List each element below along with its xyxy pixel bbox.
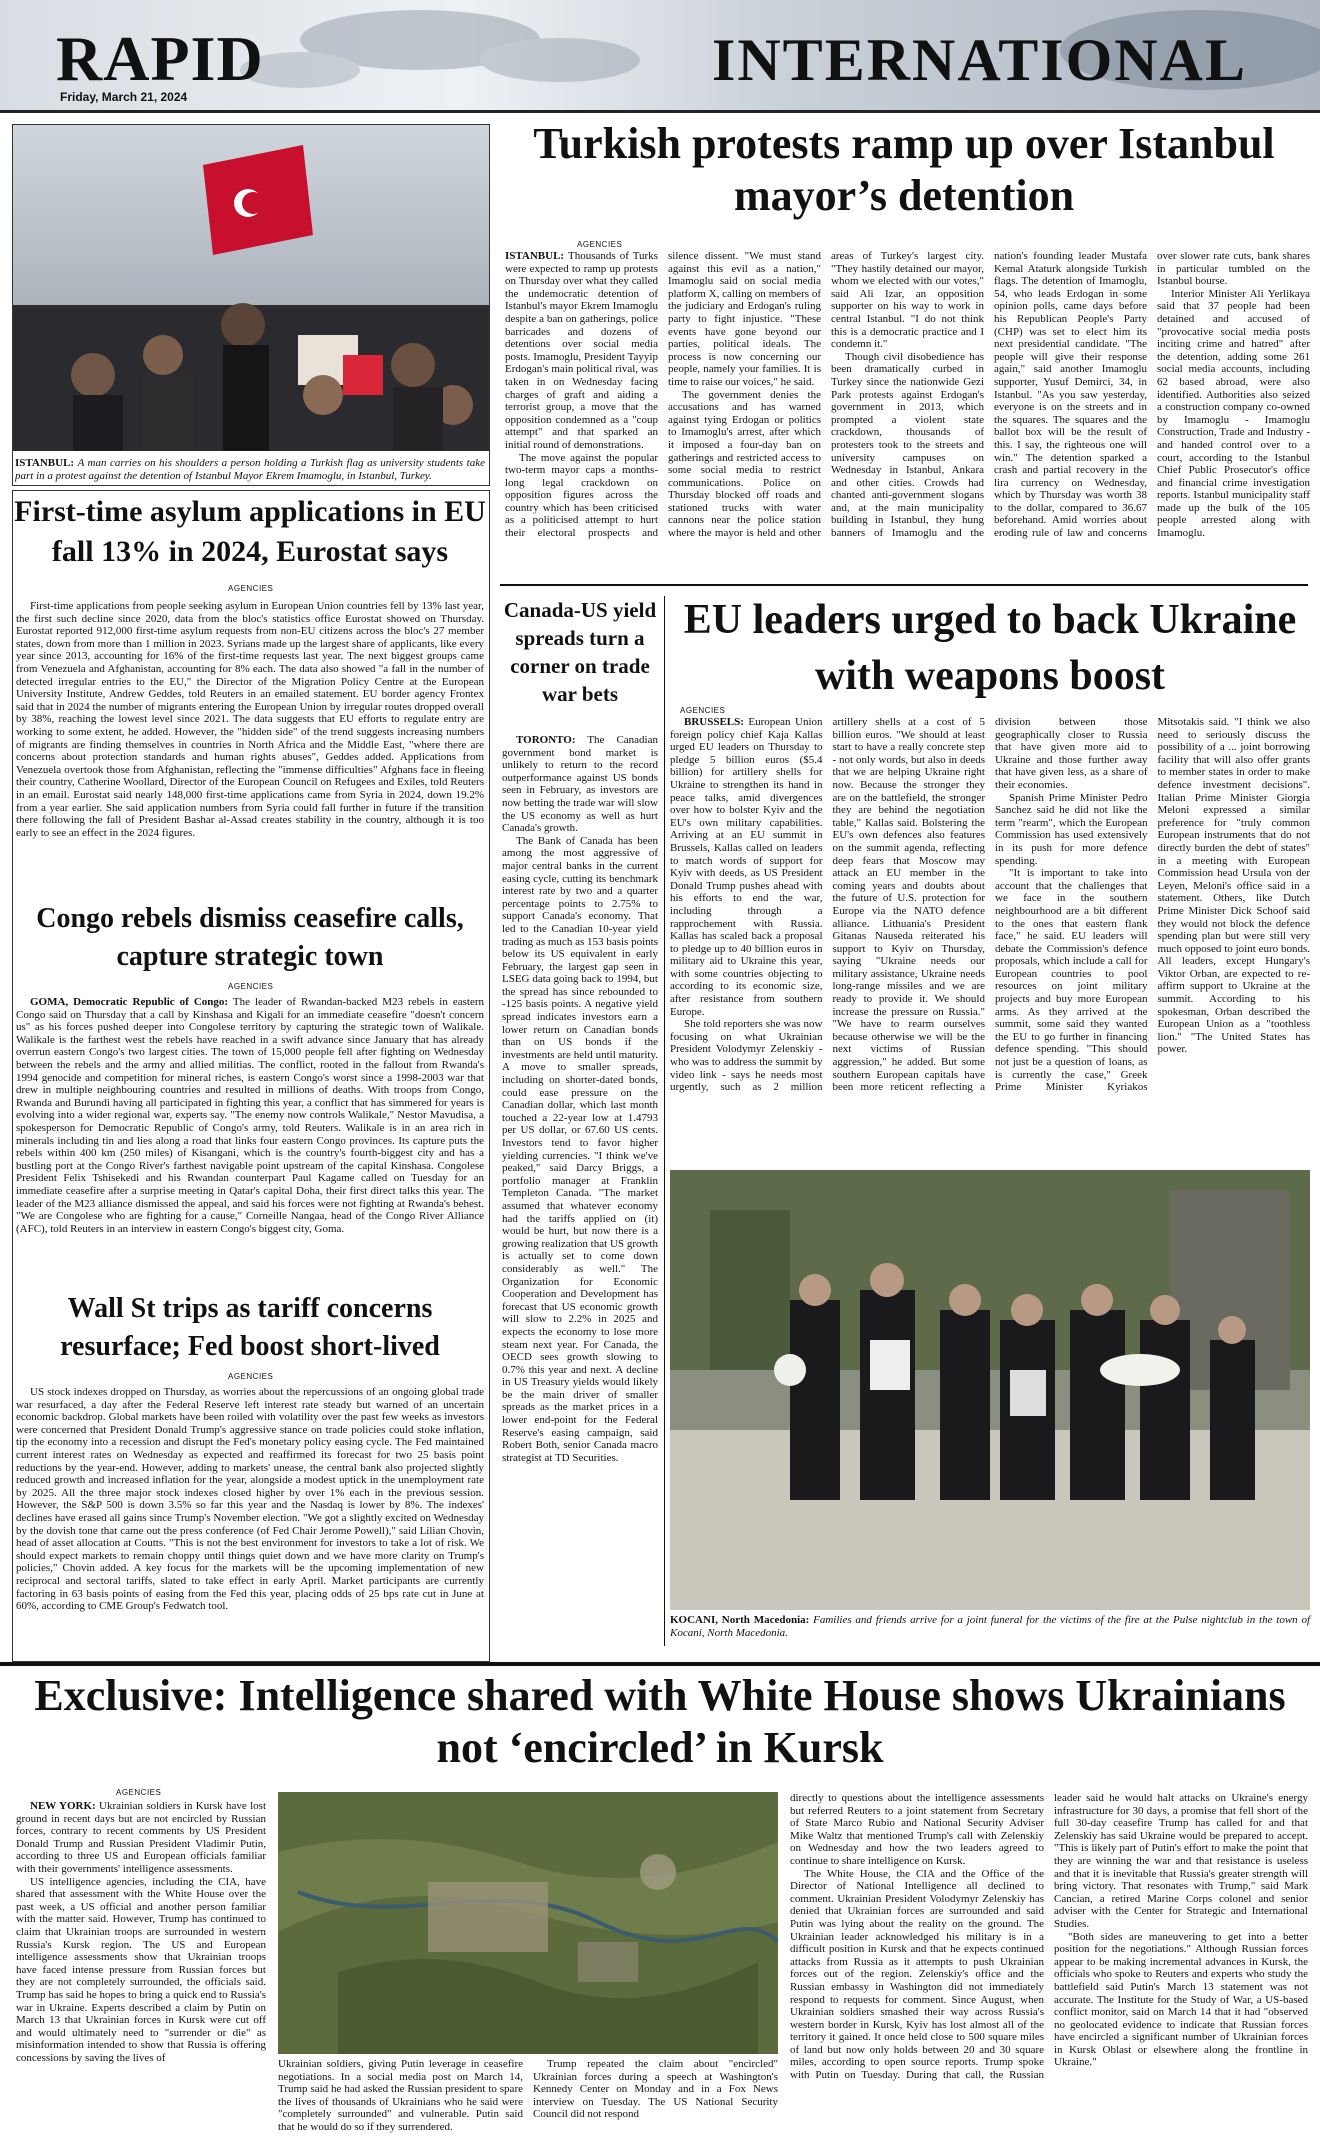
paragraph: The leader of Rwandan-backed M23 rebels in eastern Congo said on Thursday that a call by Kinshasa and Kigali for an immediate ceasefire "doesn't concern us" as his forces pushed deeper into Congolese territory by capturing the strategic town of Walikale. Walikale is the farthest west the rebels have reached in a swift advance since January that has already overrun eastern Congo's two largest cities. The town of 15,000 people fell after fighting on Wednesday between the rebels and the army and allied militias. The conflict, rooted in the fallout from Rwanda's 1994 genocide and competition for mineral riches, is eastern Congo's worst since a 1998-2003 war that drew in multiple neighbouring countries and resulted in millions of deaths. With troops from Congo, Rwanda and Burundi having all participated in fighting this year, a conflict that has simmered for years is evolving into a wider regional war, experts say. "The enemy now controls Walikale," Nestor Mavudisa, a spokesperson for Democratic Republic of Congo's army, told Reuters. Walikale is in an area rich in minerals including tin and lies along a road that links four eastern Congo provinces. Its capture puts the rebels within 400 km (250 miles) of Kisangani, which is the country's fourth-biggest city and has a bustling port at the Congo River's farthest navigable point upstream of the capital Kinshasa. Congolese President Felix Tshisekedi and his Rwandan counterpart Paul Kagame called on Tuesday for an immediate ceasefire after a surprise meeting in Qatar's capital Doha, their first direct talks this year. The leader of the M23 alliance dismissed the appeal, and said his forces were not fighting at Rwanda's behest. "We are Congolese who are fighting for a cause," Corneille Nangaa, head of the Congo River Alliance (AFC), told Reuters in an interview in eastern Congo's biggest city, Goma.: [16, 996, 484, 1235]
kursk-headline: Exclusive: Intelligence shared with White House shows Ukrainians not ‘encircled’ in Kursk: [34, 1671, 1286, 1772]
asylum-headline: First-time asylum applications in EU fall 13% in 2024, Eurostat says: [14, 495, 486, 568]
masthead: [0, 0, 1320, 113]
turkey-photo-caption: [15, 457, 485, 483]
turkey-photo-box: [12, 124, 490, 486]
paragraph: directly to questions about the intelligence assessments but referred Reuters to a joint statement from Secretary of State Marco Rubio and National Security Adviser Mike Waltz that mentioned Trump's call with Zelenskiy on Wednesday and how the two leaders agreed to continue to share intelligence on Kursk.: [790, 1792, 1044, 1867]
eu-body: [670, 716, 1310, 1166]
kursk-body-right: [790, 1792, 1308, 2146]
section-title: INTERNATIONAL: [712, 27, 1247, 93]
turkey-agency: AGENCIES: [577, 240, 623, 249]
masthead-logo: RAPID: [56, 23, 264, 94]
paragraph: "Both sides are maneuvering to get into a better position for the negotiations." Although Russian forces appear to be making incremental advances in Kursk, the officials who spoke to Reuters and experts who study the battlefield said Putin's March 13 statement was not accurate. The Institute for the Study of War, a US-based conflict monitor, said on March 14 that it had "observed no geolocated evidence to indicate that Russian forces have encircled a significant number of Ukrainian forces in Kursk Oblast or elsewhere along the frontline in Ukraine.": [1054, 1930, 1308, 2069]
canada-body: [502, 734, 658, 1644]
paragraph: Ukrainian soldiers in Kursk have lost ground in recent days but are not encircled by Russian forces, contrary to recent comments by US President Donald Trump and Russian President Vladimir Putin, according to three US and European officials familiar with their governments' intelligence assessments.: [16, 1800, 266, 1875]
paragraph: Spanish Prime Minister Pedro Sanchez said he did not like the term "rearm", which the European Commission has used extensively in its push for more defence spending.: [995, 791, 1148, 867]
asylum-agency: AGENCIES: [228, 584, 274, 593]
section-divider: [0, 1662, 1320, 1666]
congo-body: [16, 996, 484, 1288]
caption-text: A man carries on his shoulders a person holding a Turkish flag as university students take part in a protest against the detention of Istanbul Mayor Ekrem Imamoglu, in Istanbul, Turkey.: [15, 457, 485, 482]
canada-dateline: TORONTO:: [516, 734, 576, 746]
column-divider: [664, 596, 665, 1646]
paragraph: The Canadian government bond market is unlikely to return to the record outperformance against US bonds seen in February, as investors are now betting the trade war will slow the US economy as well as hurt Canada's growth.: [502, 734, 658, 835]
kursk-dateline: NEW YORK:: [30, 1800, 96, 1812]
congo-agency: AGENCIES: [228, 982, 274, 991]
paragraph: She told reporters she was now focusing on what Ukrainian President Volodymyr Zelenskiy - who was to address the summit by video link - says he needs most urgently, such as 2 million artillery shells at a cost of 5 billion euros. "We should at least start to have a really concrete step - not only words, but also in deeds that we are helping Ukraine right now. Because the stronger they are on the battlefield, the stronger they are behind the negotiation table," Kallas said. Bolstering the EU's own defences also features on the summit agenda, reflecting deep fears that Moscow may attack an EU member in the coming years and doubts about the future of U.S. protection for Europe via the NATO defence alliance. Lithuania's President Gitanas Nauseda reiterated his support to Kyiv on Thursday, saying "Ukraine needs our military assistance, Ukraine needs long-range missiles and we are ready to provide it. We should increase the pressure on Russia." "We have to rearm ourselves because otherwise we will be the next victims of Russian aggression," he added. But some southern European capitals have been more reticent reflecting a division between those geographically closer to Russia that have given more aid to Ukraine and those further away that have given less, as a share of their economies.: [670, 716, 1148, 1094]
congo-dateline: GOMA, Democratic Republic of Congo:: [30, 996, 229, 1008]
turkey-headline: Turkish protests ramp up over Istanbul mayor’s detention: [533, 119, 1275, 220]
asylum-body: [16, 600, 484, 900]
divider: [500, 584, 1308, 586]
wallst-headline: Wall St trips as tariff concerns resurface; Fed boost short-lived: [60, 1293, 440, 1362]
paragraph: European Union foreign policy chief Kaja Kallas urged EU leaders on Thursday to pledge 5 billion euros ($5.4 billion) for artillery shells for Ukraine to strengthen its hand in peace talks, amid divergences over how to bolster Kyiv and the EU's own military capabilities. Arriving at an EU summit in Brussels, Kallas called on leaders to match words of support for Kyiv with deeds, as US President Donald Trump pushes ahead with his efforts to end the war, including through a rapprochement with Russia. Kallas has scaled back a proposal to pledge up to 40 billion euros in military aid to Ukraine this year, with some countries objecting to according to its economic size, after resistance from southern Europe.: [670, 716, 823, 1018]
kursk-satellite-map: [278, 1792, 778, 2054]
kursk-body-under-map: [278, 2058, 778, 2146]
paragraph: Trump repeated the claim about "encircled" Ukrainian forces during a speech at Washington's Kennedy Center on Monday and in a Fox News interview on Tuesday. The US National Security Council did not respond: [533, 2058, 778, 2121]
eu-agency: AGENCIES: [680, 706, 726, 715]
protest-photo: [13, 125, 489, 451]
paragraph: The Bank of Canada has been among the most aggressive of major central banks in the current easing cycle, cutting its benchmark interest rate by two and a quarter percentage points to 2.75% to support Canada's economy. That led to the Canadian 10-year yield trading as much as 153 basis points below its US equivalent in early February, the largest gap seen in LSEG data going back to 1994, but the spread has since rebounded to -125 basis points. A negative yield spread indicates investors earn a lower return on Canadian bonds than on US bonds if the investments are held until maturity. A move to smaller spreads, including on shorter-dated bonds, could ease pressure on the Canadian dollar, which last month touched a 22-year low at 1.4793 per US dollar, or 67.60 US cents. Investors tend to favor higher yielding currencies. "I think we've peaked," said Darcy Briggs, a portfolio manager at Franklin Templeton Canada. "The market assumed that whatever economy had the tariffs applied on (it) would be hurt, but now there is a growing realization that US growth is actually set to come down considerably as well." The Organization for Economic Cooperation and Development has forecast that US economic growth will slow to 2.2% in 2025 and expects the economy to lose more steam next year. For Canada, the OECD sees growth slowing to 0.7% this year and next. A decline in US Treasury yields would likely be the main driver of smaller spreads as the market prices in a lower end-point for the Federal Reserve's easing campaign, said Robert Both, senior Canada macro strategist at TD Securities.: [502, 834, 658, 1464]
congo-headline: Congo rebels dismiss ceasefire calls, capture strategic town: [36, 903, 464, 972]
paragraph: The government denies the accusations and has warned against tying Erdogan or politics to Imamoglu's arrest, after which it imposed a four-day ban on gatherings and restricted access to some social media to restrict communications. Police on Thursday blocked off roads and stationed trucks with water cannons near the police station where the mayor is held and other areas of Turkey's largest city. "They hastily detained our mayor, whom we elected with our votes," said Ali Izar, an opposition supporter on his way to work in central Istanbul. "I do not think this is a democratic practice and I condemn it.": [668, 250, 984, 540]
caption-place: ISTANBUL:: [15, 457, 75, 469]
kursk-body-left: [16, 1800, 266, 2145]
wallst-agency: AGENCIES: [228, 1372, 274, 1381]
eu-headline: EU leaders urged to back Ukraine with weapons boost: [683, 597, 1297, 699]
paragraph: US stock indexes dropped on Thursday, as worries about the repercussions of an ongoing global trade war resurfaced, a day after the Federal Reserve left interest rate steady but warned of an uncertain economic backdrop. Global markets have been roiled with volatility over the past few weeks as investors were concerned that President Donald Trump's aggressive stance on trade policies could stoke inflation, tip the economy into a recession and disrupt the Fed's monetary policy easing cycle. The Fed maintained current interest rates on Wednesday as expected and reaffirmed its forecast for two 25 basis point reductions by the year-end. However, adding to markets' unease, the central bank also projected slightly reduced growth and increased inflation for the year, alongside a modest uptick in the unemployment rate by 2025. All the three major stock indexes closed higher by over 1% each in the previous session. However, the S&P 500 is down 3.5% so far this year and the Nasdaq is lower by 8%. The indexes' declines have erased all gains since Trump's November election. "We got a slightly excited on Wednesday by the dovish tone that came out the press conference (of Fed Chair Jerome Powell)," said Lilian Chovin, head of asset allocation at Coutts. "This is not the best environment for investors to take a lot of risk. We should expect markets to remain choppy until things quiet down and we have more clarity on Trump's policies," Chovin added. A key focus for the markets will be the upcoming implementation of new reciprocal and sectoral tariffs, slated to take effect in early April. Market participants are currently factoring in 63 basis points of easing from the Fed this year, placing odds of 25 bps rate cut in June at 60%, according to CME Group's Fedwatch tool.: [16, 1386, 484, 1613]
funeral-photo: [670, 1170, 1310, 1610]
kursk-agency: AGENCIES: [116, 1788, 162, 1797]
paragraph: First-time applications from people seeking asylum in European Union countries fell by 13% last year, the first such decline since 2020, data from the bloc's statistics office Eurostat showed on Thursday. Eurostat reported 912,000 first-time asylum requests from non-EU citizens across the bloc's 27 member states, down from more than 1 million in 2023. Syrians made up the largest share of applicants, like every year since 2013, accounting for 16% of the first-time requests last year. The next biggest groups came from Venezuela and Afghanistan, accounting for 8% each. The data also showed "a fall in the number of detected irregular entries to the EU," the Director of the Migration Policy Centre at the European University Institute, Andrew Geddes, told Reuters in an emailed statement. EU border agency Frontex said that in 2024 the number of migrants entering the European Union by irregular routes dropped overall by 38%, reaching the lowest level since 2021. The data suggests that EU efforts to regulate entry are working to some extent, he added. However, the "hidden side" of the trend suggests increasing numbers of migrants are finding themselves in countries in North Africa and the Middle East, "where there are concerns about protection standards and human rights abuses", Geddes added. Applications from Venezuela overtook those from Afghanistan, reflecting the "immense difficulties" Afghans face in fleeing their country, Catherine Woollard, Director of the European Council on Refugees and Exiles, told Reuters in an email. Eurostat said nearly 148,000 first-time applications came from Syria in 2024, down 19.2% from a year earlier. She said application numbers from Syria could fall further in future if the transition there following the fall of President Bashar al-Assad creates stability in the country, although it is too early to see an effect in the 2024 figures.: [16, 600, 484, 839]
masthead-date: Friday, March 21, 2024: [60, 90, 188, 104]
paragraph: Thousands of Turks were expected to ramp up protests on Thursday over what they called the undemocratic detention of Istanbul's mayor Ekrem Imamoglu despite a ban on gatherings, police barricades and dozens of detentions over social media posts. Imamoglu, President Tayyip Erdogan's main political rival, was taken in on Wednesday facing charges of graft and aiding a terrorist group, a move that the opposition condemned as a "coup attempt" and that sparked an initial round of demonstrations.: [505, 250, 658, 451]
paragraph: Ukrainian soldiers, giving Putin leverage in ceasefire negotiations. In a social media post on March 14, Trump said he had asked the Russian president to spare the lives of thousands of Ukrainians who he said were "completely surrounded" and vulnerable. Putin said that he would do so if they surrendered.: [278, 2058, 523, 2133]
paragraph: "It is important to take into account that the challenges that we face in the southern neighbourhood are a bit different to the ones that eastern flank face," he said. EU leaders will debate the Commission's defence proposals, which include a call for European countries to pool resources on joint military projects and buy more European arms. As they arrived at the summit, some said they wanted the EU to go further in financing defence spending. "This should not just be a question of loans, as is currently the case," Greek Prime Minister Kyriakos Mitsotakis said. "I think we also need to seriously discuss the possibility of a ... joint borrowing facility that will also offer grants to member states in order to make defence investment decisions". Italian Prime Minister Giorgia Meloni expressed a similar preference for "truly common European instruments that do not directly burden the debt of states" in a meeting with European Commission head Ursula von der Leyen, Meloni's office said in a statement. Others, like Dutch Prime Minister Dick Schoof said they would not block the defence spending plan but were still very much opposed to joint euro bonds. All leaders, except Hungary's Viktor Orban, are expected to re-affirm support to Ukraine at the summit. According to his spokesman, Orban described the European Union as a "toothless lion." "The United States has power.: [995, 716, 1310, 1094]
turkey-body: [505, 250, 1310, 580]
eu-dateline: BRUSSELS:: [684, 716, 744, 728]
funeral-photo-caption: [670, 1614, 1310, 1640]
paragraph: Though civil disobedience has been dramatically curbed in Turkey since the nationwide Gezi Park protests against Erdogan's government in 2013, which prompted a violent state crackdown, thousands of protesters took to the streets and university campuses on Wednesday in Istanbul, Ankara and other cities. Crowds had chanted anti-government slogans and, at the main municipality building in Istanbul, they hung banners of Imamoglu and the nation's founding leader Mustafa Kemal Ataturk alongside Turkish flags. The detention of Imamoglu, 54, who leads Erdogan in some opinion polls, came days before his Republican People's Party (CHP) was set to elect him its next presidential candidate. "The people will give their response again," said another Imamoglu supporter, Yusuf Demirci, 34, in Istanbul. "As you saw yesterday, everyone is on the streets and in the squares. The squares and the ballot box will be the result of this. I say, the righteous one will win." The detention sparked a crash and partial recovery in the lira currency on Wednesday, which by Thursday was worth 38 to the dollar, compared to 36.67 beforehand. Amid worries about eroding rule of law and concerns over slower rate cuts, bank shares in particular tumbled on the Istanbul bourse.: [831, 250, 1310, 540]
canada-headline: Canada-US yield spreads turn a corner on trade war bets: [503, 598, 657, 706]
caption-text: Families and friends arrive for a joint funeral for the victims of the fire at the Pulse nightclub in the town of Kocani, North Macedonia.: [670, 1614, 1311, 1639]
paragraph: The move against the popular two-term mayor caps a months-long legal crackdown on opposition figures across the country which has been criticised as a politicised attempt to hurt their electoral prospects and silence dissent. "We must stand against this evil as a nation," Imamoglu said on social media platform X, calling on members of the judiciary and Erdogan's ruling party to fight injustice. "These events have gone beyond our parties, political ideals. The process is now concerning our people, namely your families. It is time to raise our voices," he said.: [505, 250, 821, 540]
turkey-dateline: ISTANBUL:: [505, 250, 565, 262]
caption-place: KOCANI, North Macedonia:: [670, 1614, 810, 1626]
paragraph: The White House, the CIA and the Office of the Director of National Intelligence all declined to comment. Ukrainian President Volodymyr Zelenskiy has denied that Ukrainian forces are surrounded and said Putin was lying about the reality on the ground. The Ukrainian leader acknowledged his military is in a difficult position in Kursk and that he expects continued attacks from Russia as it attempts to push Ukrainian forces out of the region. Zelenskiy's office and the Russian embassy in Washington did not immediately respond to requests for comment. Since August, when Ukrainian soldiers smashed their way across Russia's western border in Kursk, Kyiv has lost almost all of the territory it gained. It once held close to 500 square miles of land but now only holds between 20 and 30 square miles, according to open source reports. Trump spoke with Putin on Tuesday. During that call, the Russian leader said he would halt attacks on Ukraine's energy infrastructure for 30 days, a promise that fell short of the full 30-day ceasefire Trump has called for and that Zelenskiy has said Ukraine would be prepared to accept. "This is likely part of Putin's effort to make the point that they are winning the war and that resistance is useless and that it is inevitable that Russia's greater strength will bring victory. That resonates with Trump," said Mark Cancian, a retired Marine Corps colonel and senior adviser with the Center for Strategic and International Studies.: [790, 1792, 1308, 2082]
paragraph: Interior Minister Ali Yerlikaya said that 37 people had been detained and accused of "provocative social media posts inciting crime and hatred" after the detention, adding some 261 social media accounts, including 62 based abroad, were also identified. Authorities also seized a construction company co-owned by Imamoglu - Imamoglu Construction, Trade and Industry - and handed control over to a court, according to the Istanbul Chief Public Prosecutor's office and financial crime investigation reports. Istanbul municipality staff made up the bulk of the 105 people arrested along with Imamoglu.: [1157, 287, 1310, 540]
wallst-body: [16, 1386, 484, 1658]
paragraph: US intelligence agencies, including the CIA, have shared that assessment with the White House over the past week, a US official and another person familiar with the matter said. However, Trump has continued to claim that Ukrainian troops are surrounded in western Russia's Kursk region. The US and European intelligence assessments show that Ukrainian troops have faced intense pressure from Russian forces but they are not completely surrounded, the officials said. Trump has said he hopes to bring a quick end to Russia's war in Ukraine. Experts described a claim by Putin on March 13 that Ukrainian forces in Kursk were cut off and would ultimately need to "surrender or die" as misinformation intended to show that Russia is offering concessions by saving the lives of: [16, 1875, 266, 2064]
